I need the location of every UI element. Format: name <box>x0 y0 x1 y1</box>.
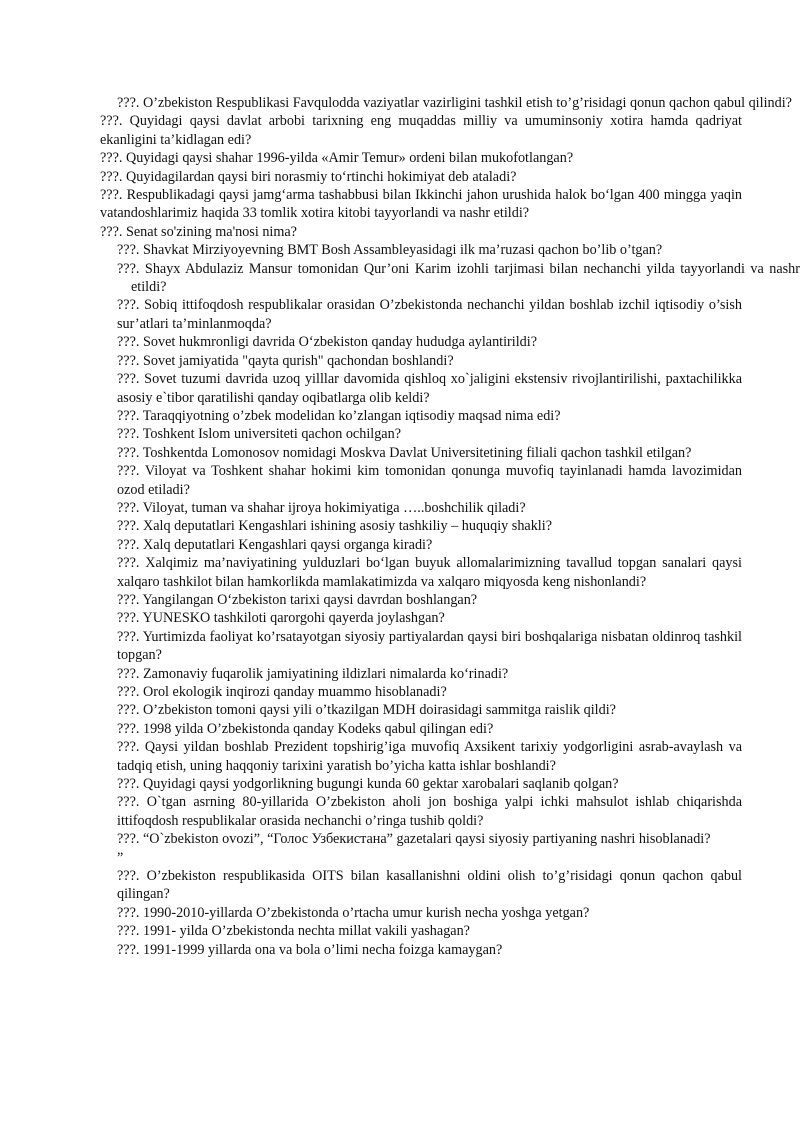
question-item: ???. Quyidagi qaysi shahar 1996-yilda «Amir Temur» ordeni bilan mukofotlangan? <box>100 150 574 167</box>
question-item: ???. Qaysi yildan boshlab Prezident topshirig’iga muvofiq Axsikent tarixiy yodgorligini asrab-avaylash va tadqiq etish, uning haqqoniy tarixini yaratish bo’yicha katta ishlar boshlandi? <box>117 739 742 774</box>
question-item: ???. Yurtimizda faoliyat ko’rsatayotgan siyosiy partiyalardan qaysi biri boshqalariga nisbatan oldinroq tashkil topgan? <box>117 628 742 664</box>
question-item: ???. 1990-2010-yillarda O’zbekistonda o’rtacha umur kurish necha yoshga yetgan? <box>117 904 590 921</box>
question-item: ???. Senat so'zining ma'nosi nima? <box>100 223 297 240</box>
question-item: ???. Toshkent Islom universiteti qachon ochilgan? <box>117 426 401 443</box>
question-item: ???. Toshkentda Lomonosov nomidagi Moskva Davlat Universitetining filiali qachon tashkil etilgan? <box>117 444 692 461</box>
question-item: ???. 1991-1999 yillarda ona va bola o’limi necha foizga kamaygan? <box>117 941 503 958</box>
question-item: ???. O’zbekiston tomoni qaysi yili o’tkazilgan MDH doirasidagi sammitga raislik qildi? <box>117 702 616 719</box>
question-item: ???. O’zbekiston Respublikasi Favqulodda vaziyatlar vazirligini tashkil etish to’g’risidagi qonun qachon qabul qilindi? <box>117 95 792 111</box>
question-item: ” <box>117 849 124 866</box>
question-item: ???. O`tgan asrning 80-yillarida O’zbekiston aholi jon boshiga yalpi ichki mahsulot ishlab chiqarishda ittifoqdosh respublikalar orasida nechanchi o’ringa tushib qoldi? <box>117 794 742 829</box>
question-item: ???. Quyidagi qaysi davlat arbobi tarixning eng muqaddas milliy va umuminsoniy xotira hamda qadriyat ekanligini ta’kidlagan edi? <box>100 113 742 148</box>
question-item: ???. YUNESKO tashkiloti qarorgohi qayerda joylashgan? <box>117 610 445 627</box>
question-item: ???. 1998 yilda O’zbekistonda qanday Kodeks qabul qilingan edi? <box>117 720 494 737</box>
question-item: ???. O’zbekiston respublikasida OITS bilan kasallanishni oldini olish to’g’risidagi qonun qachon qabul qilingan? <box>117 868 742 903</box>
question-item: ???. Shayx Abdulaziz Mansur tomonidan Qur’oni Karim izohli tarjimasi bilan nechanchi yilda tayyorlandi va nashr etildi? <box>117 260 800 296</box>
question-item: ???. Sobiq ittifoqdosh respublikalar orasidan O’zbekistonda nechanchi yildan boshlab izchil iqtisodiy o’sish sur’atlari ta’minlanmoqda? <box>117 297 742 332</box>
question-item: ???. Viloyat, tuman va shahar ijroya hokimiyatiga …..boshchilik qiladi? <box>117 499 526 516</box>
question-item: ???. 1991- yilda O’zbekistonda nechta millat vakili yashagan? <box>117 923 470 940</box>
question-item: ???. Quyidagi qaysi yodgorlikning bugungi kunda 60 gektar xarobalari saqlanib qolgan? <box>117 776 619 793</box>
question-item: ???. Respublikadagi qaysi jamg‘arma tashabbusi bilan Ikkinchi jahon urushida halok bo‘lgan 400 mingga yaqin vatandoshlarimiz haqida 33 tomlik xotira kitobi tayyorlandi va nashr etildi? <box>100 187 742 222</box>
question-item: ???. Sovet jamiyatida "qayta qurish" qachondan boshlandi? <box>117 352 454 369</box>
question-item: ???. Zamonaviy fuqarolik jamiyatining ildizlari nimalarda ko‘rinadi? <box>117 665 509 682</box>
question-item: ???. Quyidagilardan qaysi biri norasmiy to‘rtinchi hokimiyat deb ataladi? <box>100 168 517 185</box>
question-item: ???. Orol ekologik inqirozi qanday muammo hisoblanadi? <box>117 684 447 700</box>
question-item: ???. Yangilangan O‘zbekiston tarixi qaysi davrdan boshlangan? <box>117 591 478 608</box>
question-item: ???. Xalqimiz ma’naviyatining yulduzlari bo‘lgan buyuk allomalarimizning tavallud topgan sanalari qaysi xalqaro tashkilot bilan hamkorlikda mamlakatimizda va xalqaro miqyosda keng nishonlandi? <box>117 555 742 590</box>
question-item: ???. Shavkat Mirziyoyevning BMT Bosh Assambleyasidagi ilk ma’ruzasi qachon bo’lib o’tgan? <box>117 242 663 259</box>
top-margin <box>0 0 800 94</box>
question-item: ???. “O`zbekiston ovozi”, “Голос Узбекистана” gazetalari qaysi siyosiy partiyaning nashri hisoblanadi? <box>117 831 711 848</box>
question-item: ???. Sovet hukmronligi davrida O‘zbekiston qanday hududga aylantirildi? <box>117 334 537 351</box>
question-item: ???. Xalq deputatlari Kengashlari ishining asosiy tashkiliy – huquqiy shakli? <box>117 518 552 535</box>
question-item: ???. Viloyat va Toshkent shahar hokimi kim tomonidan qonunga muvofiq tayinlanadi hamda lavozimidan ozod etiladi? <box>117 463 742 498</box>
question-item: ???. Taraqqiyotning o’zbek modelidan ko’zlangan iqtisodiy maqsad nima edi? <box>117 407 561 424</box>
question-item: ???. Xalq deputatlari Kengashlari qaysi organga kiradi? <box>117 536 433 553</box>
question-list <box>0 94 800 959</box>
question-item: ???. Sovet tuzumi davrida uzoq yilllar davomida qishloq xo`jaligini ekstensiv rivojlantirilishi, paxtachilikka asosiy e`tibor qaratilishi qanday oqibatlarga olib keldi? <box>117 371 742 406</box>
